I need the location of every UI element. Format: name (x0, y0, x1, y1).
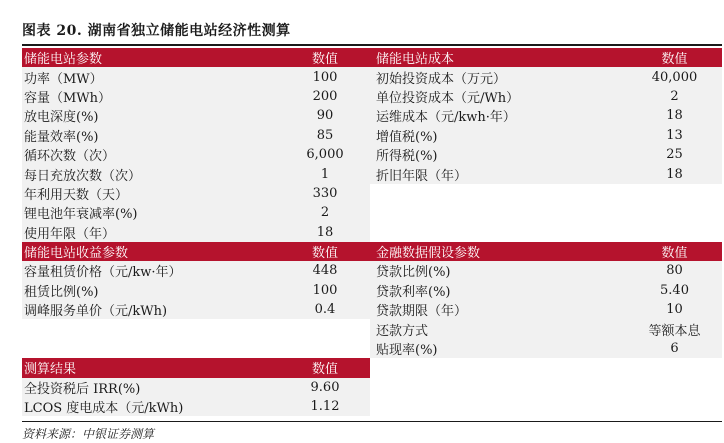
param-value: 1.12 (310, 399, 340, 415)
param-label: 循环次数（次） (24, 149, 116, 165)
section-title: 储能电站收益参数 (24, 246, 129, 262)
param-value: 25 (666, 147, 683, 163)
value-column-header: 数值 (661, 246, 688, 262)
param-value: 18 (666, 108, 683, 124)
table-row-left (22, 87, 370, 107)
table-row-left (22, 164, 370, 184)
table-row-right (370, 397, 722, 417)
param-label: 贷款期限（年） (376, 304, 468, 320)
table-row-left (22, 126, 370, 146)
table-row-right (370, 164, 722, 184)
table-row-right (370, 378, 722, 398)
param-label: 折旧年限（年） (376, 168, 468, 184)
param-value: 9.60 (310, 379, 340, 395)
value-column-header: 数值 (661, 52, 688, 68)
param-value: 6 (670, 341, 679, 357)
param-label: 每日充放次数（次） (24, 168, 142, 184)
value-column-header: 数值 (311, 246, 338, 262)
param-label: 容量租赁价格（元/kw·年） (24, 265, 182, 281)
value-column-header: 数值 (311, 362, 338, 378)
param-label: 使用年限（年） (24, 226, 116, 242)
param-value: 2 (320, 205, 330, 221)
table-row-right (370, 281, 722, 301)
table-row-left (22, 106, 370, 126)
param-value: 5.40 (660, 282, 689, 298)
param-label: 容量（MWh） (24, 90, 112, 106)
param-label: 年利用天数（天） (24, 187, 129, 203)
economics-table (22, 48, 722, 416)
param-value: 200 (312, 88, 338, 104)
source-note: 资料来源：中银证券测算 (22, 421, 722, 442)
param-label: 放电深度(%) (24, 110, 99, 126)
param-label: 贴现率(%) (376, 343, 438, 359)
param-label: LCOS 度电成本（元/kWh) (24, 401, 184, 417)
table-row-left (22, 319, 370, 339)
table-row-left (22, 184, 370, 204)
param-value: 0.4 (314, 302, 336, 318)
table-row-left (22, 223, 370, 243)
section-header-left (22, 48, 370, 68)
table-row-right (370, 106, 722, 126)
table-row-right (370, 126, 722, 146)
section-header-right (370, 242, 722, 262)
table-row-right (370, 87, 722, 107)
param-value: 13 (666, 127, 683, 143)
param-value: 330 (312, 185, 338, 201)
table-row-left (22, 300, 370, 320)
table-row-right (370, 319, 722, 339)
param-value: 18 (666, 166, 683, 182)
param-value: 等额本息 (648, 323, 701, 339)
param-label: 所得税(%) (376, 149, 438, 165)
param-label: 贷款比例(%) (376, 265, 451, 281)
figure-title: 图表 20. 湖南省独立储能电站经济性测算 (22, 23, 291, 39)
param-label: 还款方式 (376, 323, 429, 339)
table-row-left (22, 281, 370, 301)
section-header-left (22, 358, 370, 378)
table-row-left (22, 145, 370, 165)
table-row-left (22, 397, 370, 417)
param-value: 100 (312, 69, 338, 85)
param-value: 10 (666, 302, 683, 318)
param-label: 全投资税后 IRR(%) (24, 381, 141, 397)
table-row-right (370, 203, 722, 223)
param-label: 初始投资成本（万元） (376, 71, 507, 87)
param-label: 贷款利率(%) (376, 284, 451, 300)
table-row-right (370, 261, 722, 281)
param-label: 锂电池年衰减率(%) (24, 207, 138, 223)
param-value: 448 (312, 263, 338, 279)
table-row-right (370, 145, 722, 165)
table-row-left (22, 339, 370, 359)
param-value: 80 (666, 263, 683, 279)
param-value: 40,000 (651, 69, 698, 85)
section-title: 测算结果 (24, 362, 77, 378)
param-value: 85 (316, 127, 334, 143)
section-header-left (22, 242, 370, 262)
section-title: 金融数据假设参数 (376, 246, 481, 262)
table-row-left (22, 67, 370, 87)
table-row-right (370, 300, 722, 320)
param-label: 运维成本（元/kwh·年） (376, 110, 516, 126)
table-row-right (370, 184, 722, 204)
param-label: 增值税(%) (376, 129, 438, 145)
table-row-right (370, 358, 722, 378)
param-label: 功率（MW） (24, 71, 103, 87)
section-title: 储能电站成本 (376, 52, 455, 68)
table-row-right (370, 223, 722, 243)
param-label: 能量效率(%) (24, 129, 99, 145)
param-value: 6,000 (306, 147, 344, 163)
param-label: 调峰服务单价（元/kWh) (24, 304, 168, 320)
table-row-right (370, 67, 722, 87)
param-value: 100 (312, 282, 338, 298)
param-value: 18 (316, 224, 334, 240)
title-rule (22, 44, 722, 46)
value-column-header: 数值 (311, 52, 338, 68)
section-header-right (370, 48, 722, 68)
table-row-left (22, 203, 370, 223)
param-label: 单位投资成本（元/Wh） (376, 90, 520, 106)
table-row-right (370, 339, 722, 359)
param-label: 租赁比例(%) (24, 284, 99, 300)
table-row-left (22, 261, 370, 281)
table-row-left (22, 378, 370, 398)
param-value: 1 (320, 166, 330, 182)
param-value: 90 (316, 108, 334, 124)
param-value: 2 (670, 88, 679, 104)
section-title: 储能电站参数 (24, 52, 103, 68)
